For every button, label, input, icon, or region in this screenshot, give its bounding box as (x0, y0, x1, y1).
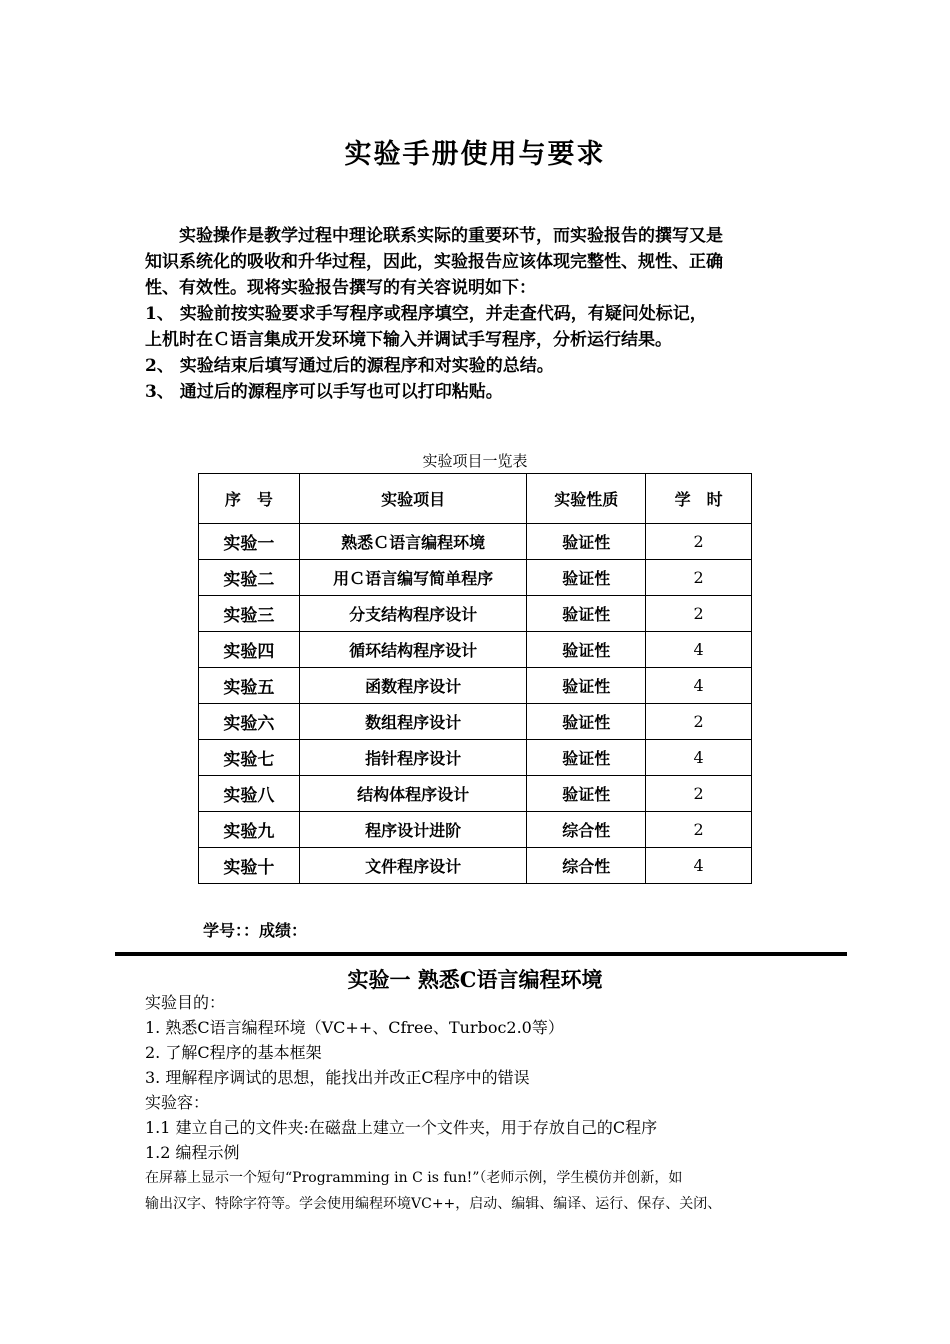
cell-hours: 4 (646, 740, 752, 776)
cell-nature: 验证性 (527, 668, 646, 704)
cell-project: 函数程序设计 (299, 668, 527, 704)
page-title: 实验手册使用与要求 (344, 139, 606, 170)
table-row (199, 776, 752, 812)
cell-hours: 2 (646, 776, 752, 812)
cell-index: 实验四 (199, 632, 300, 668)
cell-hours: 2 (646, 704, 752, 740)
cell-index: 实验六 (199, 704, 300, 740)
table-row (199, 596, 752, 632)
cell-project: 指针程序设计 (299, 740, 527, 776)
table-caption: 实验项目一览表 (422, 452, 528, 470)
cell-project: 用Ｃ语言编写简单程序 (299, 560, 527, 596)
header-project: 实验项目 (299, 474, 527, 524)
section-body (145, 990, 825, 1217)
cell-hours: 4 (646, 632, 752, 668)
cell-nature: 验证性 (527, 740, 646, 776)
table-row (199, 740, 752, 776)
cell-nature: 验证性 (527, 524, 646, 560)
body-line: 实验目的： (145, 993, 226, 1012)
table-row (199, 560, 752, 596)
cell-project: 分支结构程序设计 (299, 596, 527, 632)
experiment-table (198, 473, 752, 884)
body-line: 1.2 编程示例 (145, 1143, 240, 1162)
cell-nature: 验证性 (527, 704, 646, 740)
table-row (199, 848, 752, 884)
body-line: 在屏幕上显示一个短句“Programming in C is fun!”（老师示例，学生模仿并创新，如 (145, 1170, 683, 1186)
table-row (199, 812, 752, 848)
cell-nature: 验证性 (527, 632, 646, 668)
cell-hours: 2 (646, 524, 752, 560)
cell-index: 实验一 (199, 524, 300, 560)
cell-index: 实验二 (199, 560, 300, 596)
cell-index: 实验五 (199, 668, 300, 704)
intro-line: 性、有效性。现将实验报告撰写的有关容说明如下： (145, 278, 536, 298)
cell-project: 循环结构程序设计 (299, 632, 527, 668)
cell-project: 结构体程序设计 (299, 776, 527, 812)
header-index: 序 号 (199, 474, 300, 524)
cell-project: 程序设计进阶 (299, 812, 527, 848)
intro-line: 上机时在Ｃ语言集成开发环境下输入并调试手写程序，分析运行结果。 (145, 330, 672, 350)
cell-index: 实验八 (199, 776, 300, 812)
body-line: 1. 熟悉C语言编程环境（VC++、Cfree、Turboc2.0等） (145, 1018, 564, 1037)
cell-nature: 综合性 (527, 812, 646, 848)
header-hours: 学 时 (646, 474, 752, 524)
cell-project: 熟悉Ｃ语言编程环境 (299, 524, 527, 560)
intro-line: 实验操作是教学过程中理论联系实际的重要环节，而实验报告的撰写又是 (145, 226, 723, 246)
section-title: 实验一 熟悉C语言编程环境 (347, 967, 603, 992)
cell-index: 实验九 (199, 812, 300, 848)
intro-line: 1、 实验前按实验要求手写程序或程序填空，并走查代码，有疑问处标记， (145, 304, 707, 324)
cell-index: 实验七 (199, 740, 300, 776)
cell-index: 实验十 (199, 848, 300, 884)
intro-paragraph (145, 223, 805, 405)
cell-nature: 综合性 (527, 848, 646, 884)
cell-index: 实验三 (199, 596, 300, 632)
cell-hours: 4 (646, 848, 752, 884)
cell-project: 文件程序设计 (299, 848, 527, 884)
cell-hours: 2 (646, 812, 752, 848)
cell-hours: 2 (646, 596, 752, 632)
body-line: 实验容： (145, 1093, 210, 1112)
body-line: 2. 了解C程序的基本框架 (145, 1043, 322, 1062)
body-line: 3. 理解程序调试的思想，能找出并改正C程序中的错误 (145, 1068, 530, 1087)
cell-nature: 验证性 (527, 596, 646, 632)
id-score-line: 学号：：成绩： (203, 921, 308, 940)
cell-nature: 验证性 (527, 560, 646, 596)
intro-line: 2、 实验结束后填写通过后的源程序和对实验的总结。 (145, 356, 554, 376)
cell-hours: 4 (646, 668, 752, 704)
table-row (199, 704, 752, 740)
table-header-row (199, 474, 752, 524)
body-line: 1.1 建立自己的文件夹:在磁盘上建立一个文件夹，用于存放自己的C程序 (145, 1118, 658, 1137)
table-row (199, 668, 752, 704)
header-nature: 实验性质 (527, 474, 646, 524)
intro-line: 知识系统化的吸收和升华过程，因此，实验报告应该体现完整性、规性、正确 (145, 252, 723, 272)
body-line: 输出汉字、特除字符等。学会使用编程环境VC++，启动、编辑、编译、运行、保存、关闭、 (145, 1196, 722, 1212)
table-row (199, 524, 752, 560)
section-divider (115, 952, 847, 956)
intro-line: 3、 通过后的源程序可以手写也可以打印粘贴。 (145, 382, 503, 402)
cell-project: 数组程序设计 (299, 704, 527, 740)
cell-hours: 2 (646, 560, 752, 596)
cell-nature: 验证性 (527, 776, 646, 812)
table-row (199, 632, 752, 668)
